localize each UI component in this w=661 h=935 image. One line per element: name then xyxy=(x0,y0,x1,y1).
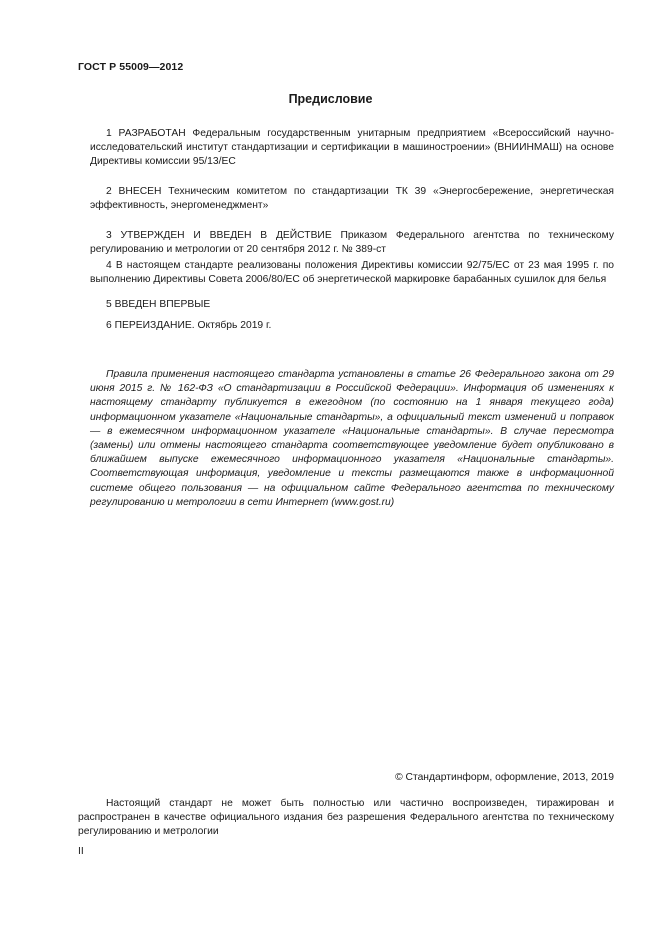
foreword-item-introduced xyxy=(90,298,614,312)
standard-code: ГОСТ Р 55009—2012 xyxy=(78,61,184,73)
paragraph-text: 4 В настоящем стандарте реализованы положения Директивы комиссии 92/75/ЕС от 23 мая 1995 г. по выполнению Директивы Совета 2006/80/ЕС об энергетической маркировке барабанных сушилок для белья xyxy=(90,260,614,286)
application-rules-notice: Правила применения настоящего стандарта установлены в статье 26 Федерального закона от 29 июня 2015 г. № 162-ФЗ «О стандартизации в Российской Федерации». Информация об изменениях к настоящему стандарту публикуется в ежегодном (по состоянию на 1 января текущего года) информационном указателе «Национальные стандарты», а официальный текст изменений и поправок — в ежемесячном информационном указателе «Национальные стандарты». В случае пересмотра (замены) или отмены настоящего стандарта соответствующее уведомление будет опубликовано в ближайшем выпуске ежемесячного информационного указателя «Национальные стандарты». Соответствующая информация, уведомление и тексты размещаются также в информационной системе общего пользования — на официальном сайте Федерального агентства по техническому регулированию и метрологии в сети Интернет (www.gost.ru) xyxy=(90,369,614,508)
paragraph-text: 5 ВВЕДЕН ВПЕРВЫЕ xyxy=(106,299,211,310)
copyright-line: © Стандартинформ, оформление, 2013, 2019 xyxy=(395,772,614,783)
paragraph-text: 3 УТВЕРЖДЕН И ВВЕДЕН В ДЕЙСТВИЕ Приказом Федерального агентства по техническому регулированию и метрологии от 20 сентября 2012 г. № 389-ст xyxy=(90,230,614,256)
foreword-item-submitted xyxy=(90,185,614,213)
foreword-item-approved xyxy=(90,229,614,257)
foreword-item-developed xyxy=(90,127,614,170)
reproduction-rights-notice: Настоящий стандарт не может быть полностью или частично воспроизведен, тиражирован и распространен в качестве официального издания без разрешения Федерального агентства по техническому регулированию и метрологии xyxy=(78,798,614,838)
paragraph-text: 2 ВНЕСЕН Техническим комитетом по стандартизации ТК 39 «Энергосбережение, энергетическая эффективность, энергоменеджмент» xyxy=(90,186,614,212)
page-number: II xyxy=(78,846,84,857)
foreword-item-implemented xyxy=(90,259,614,287)
paragraph-text: 1 РАЗРАБОТАН Федеральным государственным унитарным предприятием «Всероссийский научно-исследовательский институт стандартизации и сертификации в машиностроении» (ВНИИНМАШ) на основе Директивы комиссии 95/13/ЕС xyxy=(90,128,614,168)
paragraph-text: 6 ПЕРЕИЗДАНИЕ. Октябрь 2019 г. xyxy=(106,320,272,331)
foreword-item-republished xyxy=(90,319,614,333)
section-title: Предисловие xyxy=(288,92,373,106)
